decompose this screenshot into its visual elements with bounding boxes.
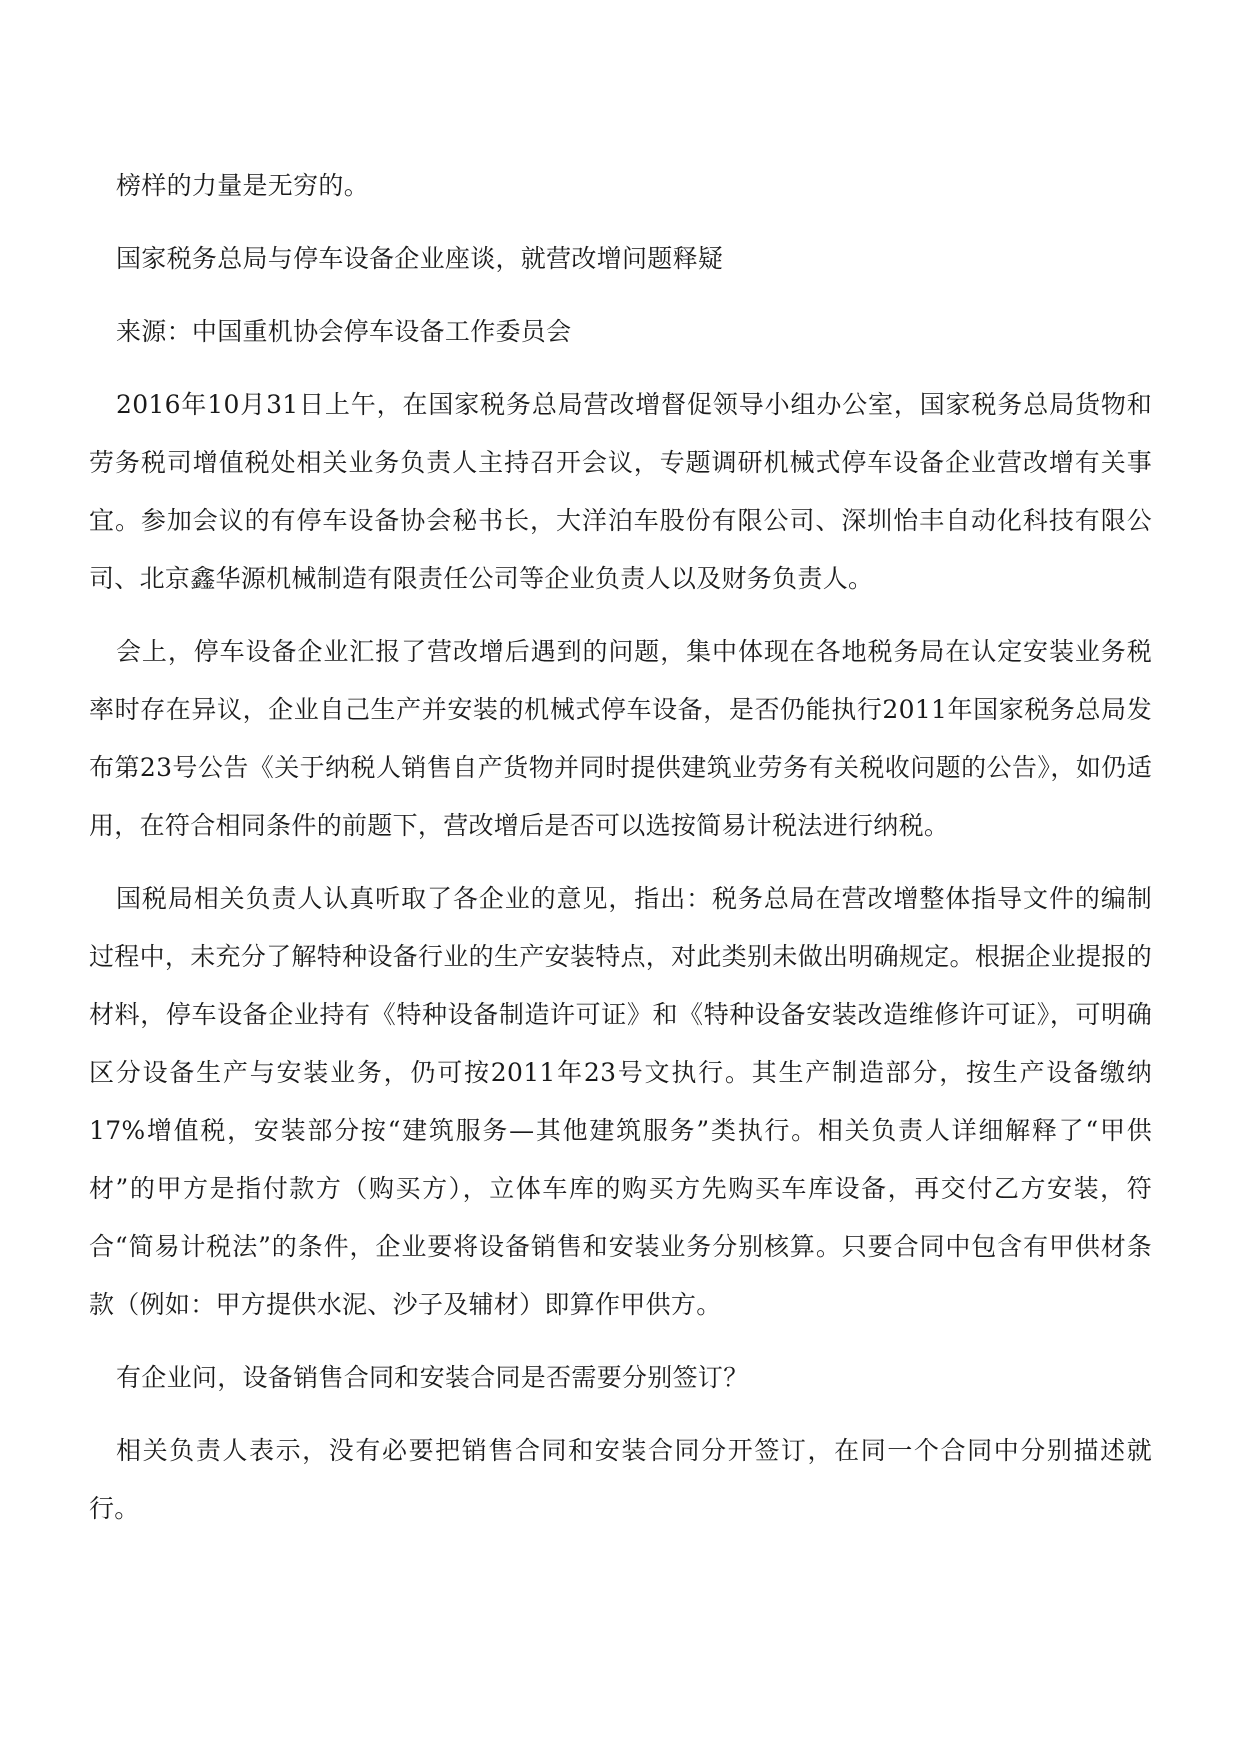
paragraph-issues: 会上，停车设备企业汇报了营改增后遇到的问题，集中体现在各地税务局在认定安装业务税率时存在异议，企业自己生产并安装的机械式停车设备，是否仍能执行2011年国家税务总局发布第23号公告《关于纳税人销售自产货物并同时提供建筑业劳务有关税收问题的公告》，如仍适用，在符合相同条件的前题下，营改增后是否可以选按简易计税法进行纳税。 bbox=[89, 637, 1152, 840]
paragraph-meeting: 2016年10月31日上午，在国家税务总局营改增督促领导小组办公室，国家税务总局货物和劳务税司增值税处相关业务负责人主持召开会议，专题调研机械式停车设备企业营改增有关事宜。参加会议的有停车设备协会秘书长，大洋泊车股份有限公司、深圳怡丰自动化科技有限公司、北京鑫华源机械制造有限责任公司等企业负责人以及财务负责人。 bbox=[89, 390, 1152, 593]
paragraph-response: 国税局相关负责人认真听取了各企业的意见，指出：税务总局在营改增整体指导文件的编制过程中，未充分了解特种设备行业的生产安装特点，对此类别未做出明确规定。根据企业提报的材料，停车设备企业持有《特种设备制造许可证》和《特种设备安装改造维修许可证》，可明确区分设备生产与安装业务，仍可按2011年23号文执行。其生产制造部分，按生产设备缴纳17%增值税，安装部分按“建筑服务—其他建筑服务”类执行。相关负责人详细解释了“甲供材”的甲方是指付款方（购买方），立体车库的购买方先购买车库设备，再交付乙方安装，符合“简易计税法”的条件，企业要将设备销售和安装业务分别核算。只要合同中包含有甲供材条款（例如：甲方提供水泥、沙子及辅材）即算作甲供方。 bbox=[89, 884, 1152, 1319]
paragraph-question: 有企业问，设备销售合同和安装合同是否需要分别签订？ bbox=[116, 1363, 749, 1392]
article-title: 国家税务总局与停车设备企业座谈，就营改增问题释疑 bbox=[116, 244, 724, 273]
paragraph-motto: 榜样的力量是无穷的。 bbox=[116, 171, 370, 200]
paragraph-answer: 相关负责人表示，没有必要把销售合同和安装合同分开签订，在同一个合同中分别描述就行。 bbox=[89, 1436, 1152, 1523]
document-body bbox=[89, 157, 1152, 1553]
article-source: 来源：中国重机协会停车设备工作委员会 bbox=[116, 317, 572, 346]
